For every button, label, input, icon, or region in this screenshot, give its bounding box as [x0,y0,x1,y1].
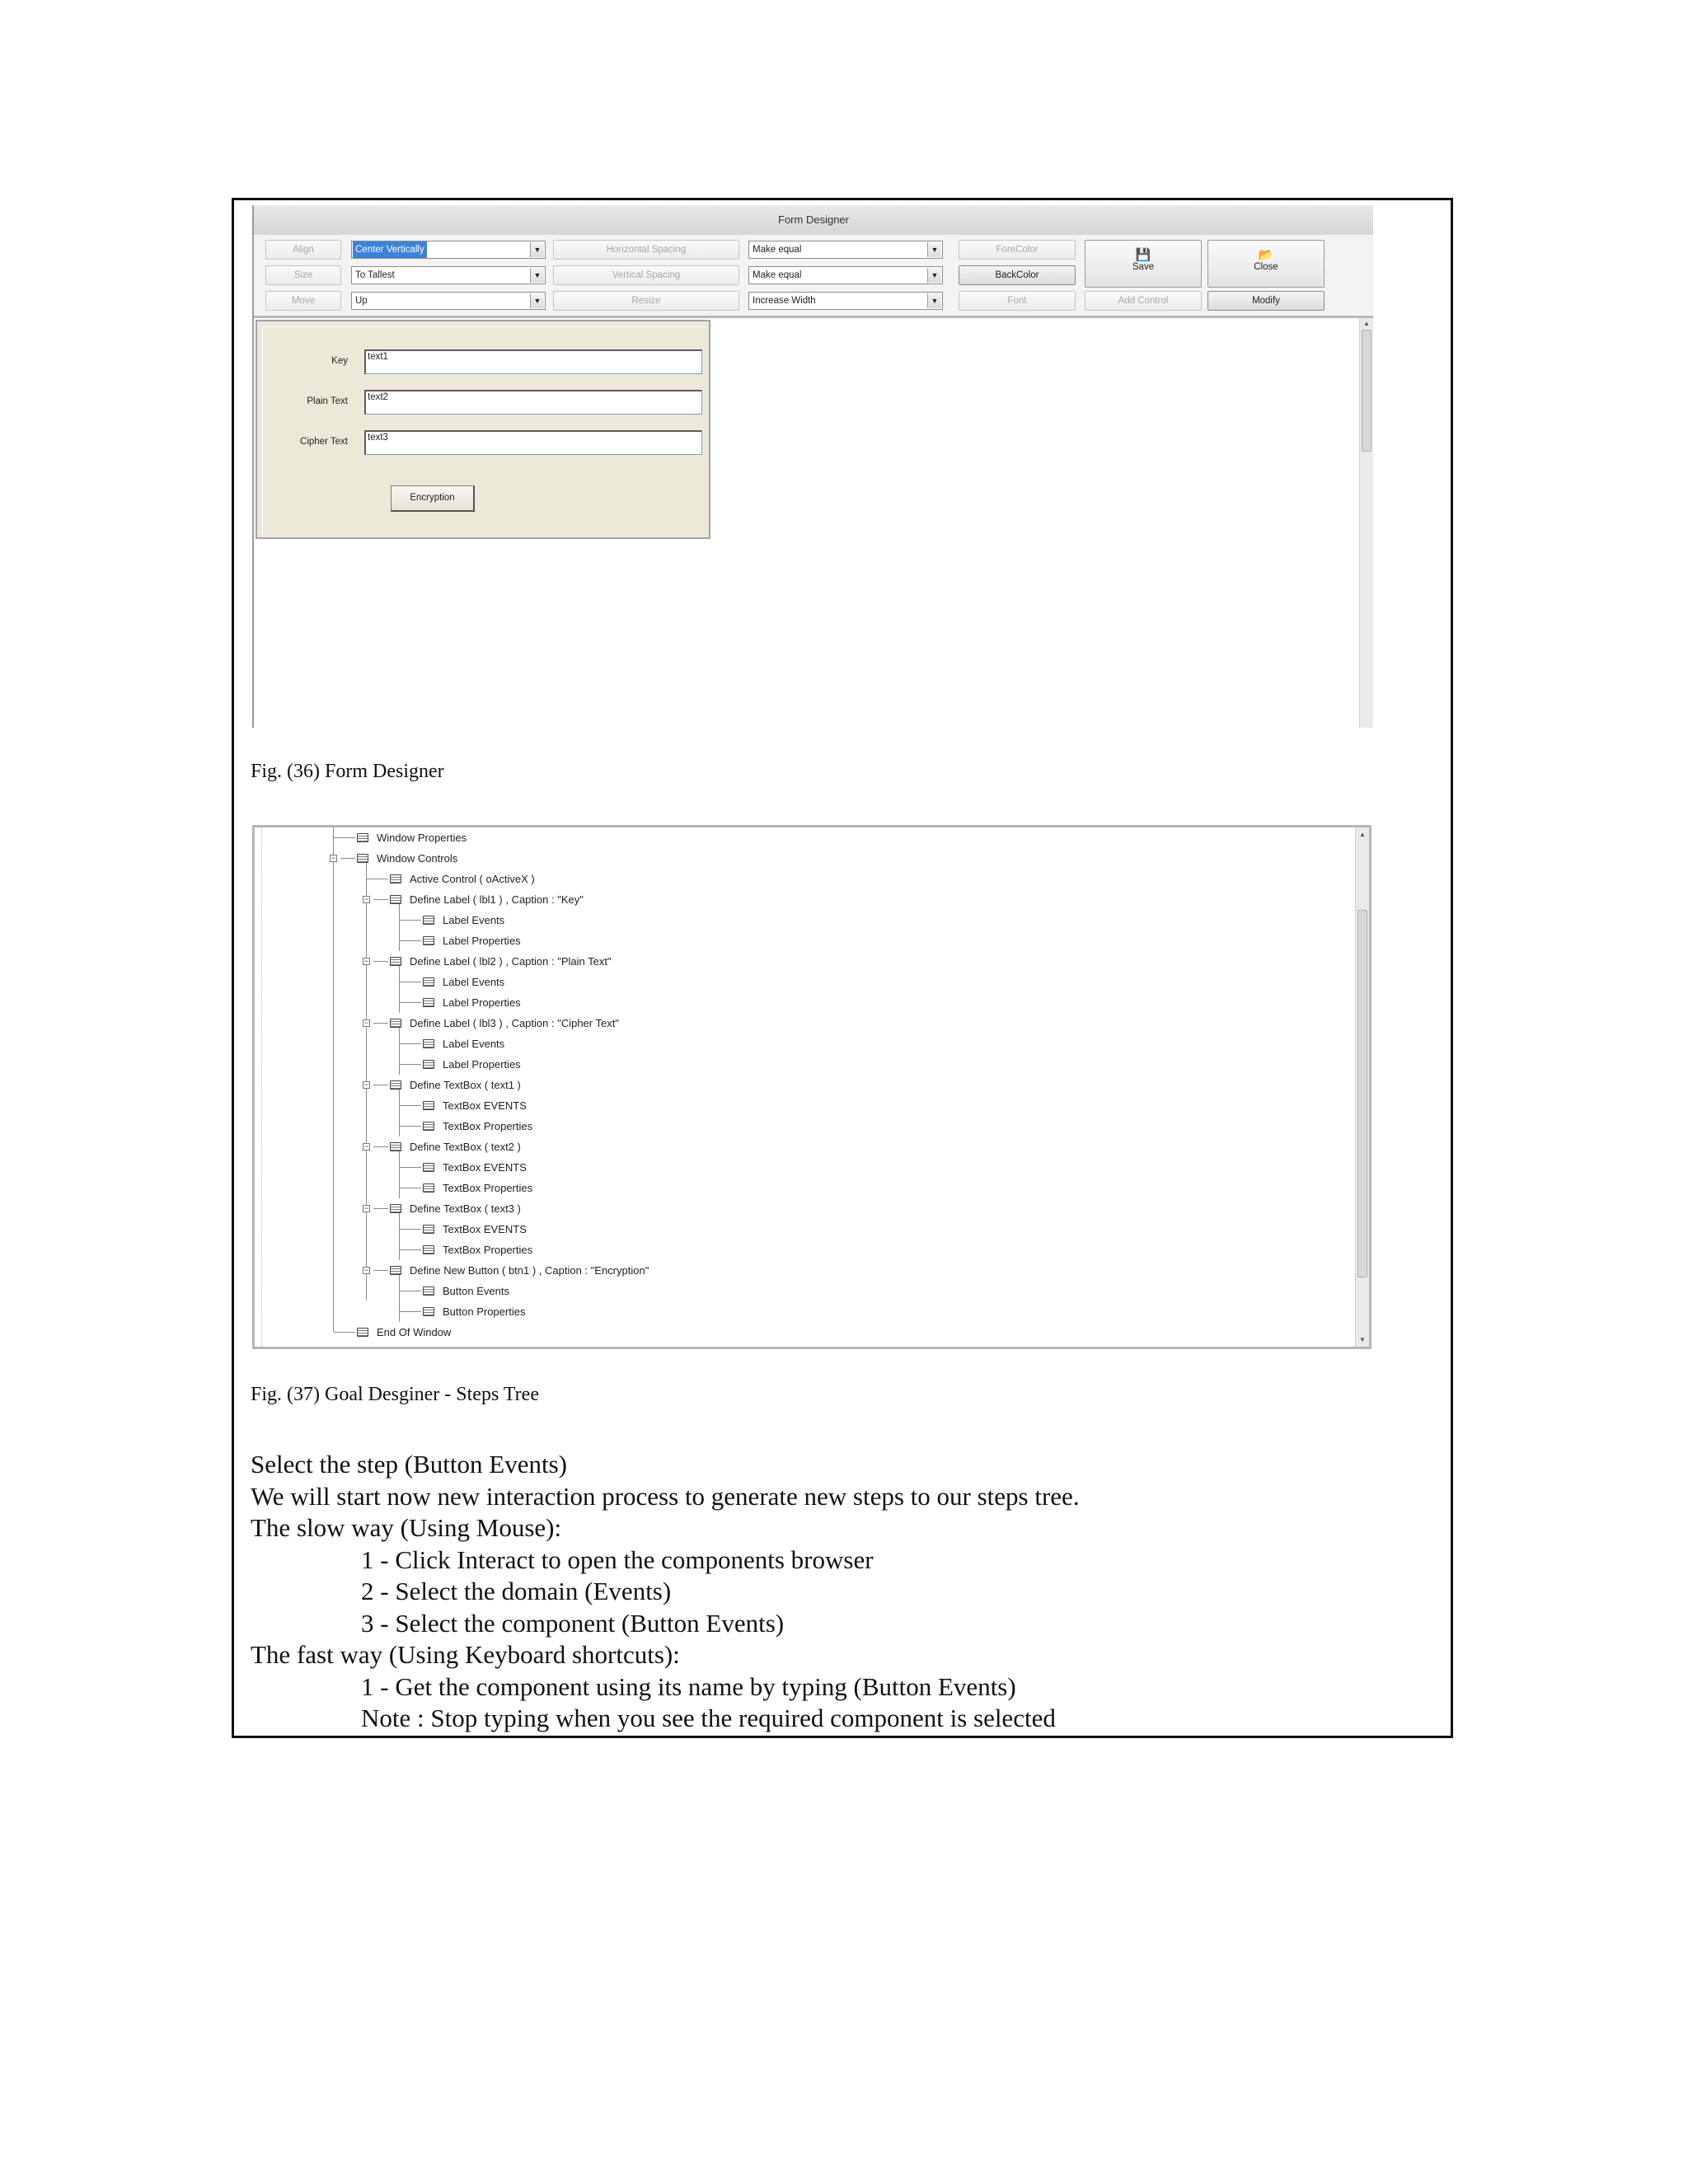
chevron-down-icon[interactable]: ▼ [927,293,941,308]
scroll-down-icon[interactable]: ▼ [1359,1336,1366,1343]
vertical-spacing-value: Make equal [753,270,802,280]
size-button[interactable]: Size [265,265,341,285]
step-icon [390,1266,401,1275]
designed-form[interactable] [256,320,710,539]
plain-text-textbox[interactable]: text2 [364,390,702,415]
resize-combo[interactable] [748,292,943,310]
tree-guide-line [261,827,262,1347]
body-step: 1 - Click Interact to open the components browser [361,1544,874,1574]
floppy-disk-icon: 💾 [1135,248,1151,262]
size-combo-value: To Tallest [355,270,395,280]
cipher-text-label: Cipher Text [300,437,348,447]
chevron-down-icon[interactable]: ▼ [927,268,941,283]
tree-expander[interactable]: − [363,1266,369,1274]
tree-expander[interactable]: − [363,1019,369,1027]
step-icon [357,854,368,863]
body-line: We will start now new interaction process to generate new steps to our steps tree. [251,1481,1080,1511]
tree-node[interactable]: Active Control ( oActiveX ) [390,869,535,889]
tree-expander[interactable]: − [363,1142,369,1151]
size-combo[interactable] [351,266,546,284]
step-icon [357,833,368,842]
step-icon [423,1225,434,1234]
plain-text-label: Plain Text [307,396,348,406]
resize-combo-value: Increase Width [753,296,816,306]
body-line: The slow way (Using Mouse): [251,1513,562,1542]
move-combo-value: Up [355,296,368,306]
tree-expander[interactable]: − [363,1080,369,1089]
key-label: Key [331,356,348,366]
step-icon [390,1019,401,1028]
tree-expander[interactable]: − [363,895,369,903]
step-icon [423,1286,434,1296]
tree-expander[interactable]: − [331,854,336,862]
horizontal-spacing-value: Make equal [753,245,802,255]
tree-node[interactable]: Label Events [423,1033,504,1054]
design-canvas-scrollbar[interactable] [1359,318,1373,728]
steps-tree [252,825,1372,1349]
body-line: The fast way (Using Keyboard shortcuts): [251,1640,680,1669]
step-icon [423,1101,434,1110]
scroll-up-icon[interactable]: ▲ [1359,831,1366,838]
body-step: 2 - Select the domain (Events) [361,1577,672,1605]
tree-node[interactable]: Button Properties [423,1301,525,1322]
tree-node[interactable]: End Of Window [357,1322,451,1343]
figure-37-caption: Fig. (37) Goal Desginer - Steps Tree [251,1384,539,1405]
step-icon [390,895,401,904]
tree-node[interactable]: Button Events [423,1281,509,1301]
step-icon [390,1204,401,1213]
steps-tree-scrollbar[interactable] [1355,827,1369,1347]
tree-node[interactable]: TextBox Properties [423,1116,532,1137]
align-combo[interactable] [351,241,546,259]
font-button[interactable]: Font [959,291,1076,311]
tree-node[interactable]: Define Label ( lbl2 ) , Caption : "Plain Text" [390,951,612,972]
step-icon [390,957,401,966]
save-button[interactable] [1085,240,1202,288]
document-frame [232,198,1453,1738]
add-control-button[interactable]: Add Control [1085,291,1202,311]
tree-node[interactable]: Label Properties [423,992,521,1013]
tree-node[interactable]: TextBox Properties [423,1240,532,1260]
design-canvas [254,318,1373,728]
step-icon [357,1328,368,1337]
vertical-spacing-button[interactable]: Vertical Spacing [553,265,739,285]
scrollbar-thumb[interactable] [1362,330,1372,452]
tree-node[interactable]: Label Events [423,972,504,992]
tree-expander[interactable]: − [363,957,369,965]
tree-node[interactable]: TextBox EVENTS [423,1157,527,1178]
body-step: 1 - Get the component using its name by typing (Button Events) [361,1671,1016,1701]
horizontal-spacing-button[interactable]: Horizontal Spacing [553,240,739,260]
move-combo[interactable] [351,292,546,310]
modify-button[interactable]: Modify [1207,291,1325,311]
forecolor-button[interactable]: ForeColor [959,240,1076,260]
close-button[interactable] [1207,240,1325,288]
horizontal-spacing-combo[interactable] [748,241,943,259]
tree-node[interactable]: Define Label ( lbl3 ) , Caption : "Cipher Text" [390,1013,619,1033]
step-icon [423,1245,434,1254]
form-designer-window [252,205,1373,728]
cipher-text-textbox[interactable]: text3 [364,430,702,455]
step-icon [423,1307,434,1316]
step-icon [423,1060,434,1069]
tree-node[interactable]: Window Properties [357,827,467,848]
chevron-down-icon[interactable]: ▼ [530,268,544,283]
step-icon [423,977,434,987]
tree-node[interactable]: Define TextBox ( text1 ) [390,1075,521,1095]
tree-node[interactable]: Define TextBox ( text2 ) [390,1137,521,1157]
figure-36-caption: Fig. (36) Form Designer [251,761,444,782]
save-button-label: Save [1132,262,1155,272]
step-icon [390,1080,401,1090]
tree-connector [366,1064,367,1301]
step-icon [423,1163,434,1172]
body-text [251,1449,1080,1735]
step-icon [423,1183,434,1193]
body-note: Note : Stop typing when you see the required component is selected [361,1704,1056,1732]
step-icon [423,1039,434,1048]
tree-node[interactable]: TextBox EVENTS [423,1095,527,1116]
tree-node[interactable]: TextBox Properties [423,1178,532,1198]
step-icon [390,1142,401,1151]
tree-expander[interactable]: − [363,1204,369,1212]
step-icon [390,874,401,883]
close-button-label: Close [1254,262,1278,272]
backcolor-button[interactable]: BackColor [959,265,1076,285]
tree-node[interactable]: Window Controls [357,848,457,869]
encryption-button[interactable]: Encryption [391,485,475,512]
body-line: Select the step (Button Events) [251,1450,567,1479]
tree-node[interactable]: Define New Button ( btn1 ) , Caption : "Encryption" [390,1260,649,1281]
key-textbox[interactable]: text1 [364,349,702,374]
tree-node[interactable]: Label Properties [423,930,521,951]
form-designer-title: Form Designer [254,205,1373,236]
tree-node[interactable]: Label Properties [423,1054,521,1075]
vertical-spacing-combo[interactable] [748,266,943,284]
resize-button[interactable]: Resize [553,291,739,311]
tree-node[interactable]: Define Label ( lbl1 ) , Caption : "Key" [390,889,584,910]
align-combo-value: Center Vertically [353,241,427,258]
tree-node[interactable]: Define TextBox ( text3 ) [390,1198,521,1219]
chevron-down-icon[interactable]: ▼ [530,242,544,257]
move-button[interactable]: Move [265,291,341,311]
folder-open-icon: 📂 [1258,248,1274,262]
chevron-down-icon[interactable]: ▼ [927,242,941,257]
scrollbar-thumb[interactable] [1357,910,1367,1277]
tree-connector [333,827,334,1332]
body-step: 3 - Select the component (Button Events) [361,1608,785,1638]
chevron-down-icon[interactable]: ▼ [530,293,544,308]
step-icon [423,1122,434,1131]
scroll-up-icon[interactable]: ▲ [1363,320,1370,327]
align-button[interactable]: Align [265,240,341,260]
tree-node[interactable]: TextBox EVENTS [423,1219,527,1240]
tree-node[interactable]: Label Events [423,910,504,930]
step-icon [423,916,434,925]
form-designer-toolbar [254,235,1373,318]
step-icon [423,936,434,945]
step-icon [423,998,434,1007]
